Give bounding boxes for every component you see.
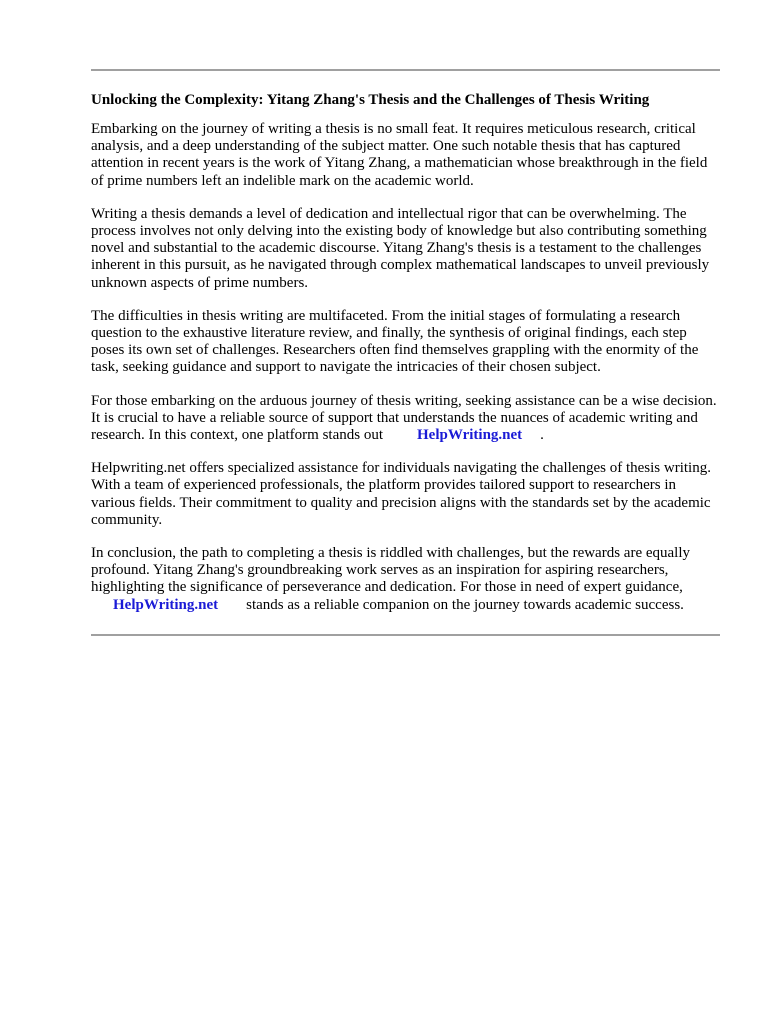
document-body	[91, 92, 720, 630]
helpwriting-link-1[interactable]: HelpWriting.net	[417, 427, 523, 444]
paragraph-4	[91, 393, 720, 445]
document-title: Unlocking the Complexity: Yitang Zhang's Thesis and the Challenges of Thesis Writing	[91, 92, 650, 108]
paragraph-1: Embarking on the journey of writing a thesis is no small feat. It requires meticulous research, critical analysis, and a deep understanding of the subject matter. One such notable thesis that has captured attention in recent years is the work of Yitang Zhang, a mathematician whose breakthrough in the field of prime numbers left an indelible mark on the academic world.	[91, 121, 708, 189]
paragraph-4-end: .	[540, 427, 544, 444]
paragraph-6-text: In conclusion, the path to completing a thesis is riddled with challenges, but the rewards are equally profound. Yitang Zhang's groundbreaking work serves as an inspiration for aspiring researchers, highlighting the significance of perseverance and dedication. For those in need of expert guidance,	[91, 545, 691, 596]
bottom-divider	[91, 634, 720, 636]
paragraph-3: The difficulties in thesis writing are multifaceted. From the initial stages of formulating a research question to the exhaustive literature review, and finally, the synthesis of original findings, each step poses its own set of challenges. Researchers often find themselves grappling with the enormity of the task, seeking guidance and support to navigate the intricacies of their chosen subject.	[91, 307, 699, 376]
helpwriting-link-2[interactable]: HelpWriting.net	[113, 596, 219, 613]
top-divider	[91, 69, 720, 71]
paragraph-4-text: For those embarking on the arduous journey of thesis writing, seeking assistance can be a wise decision. It is crucial to have a reliable source of support that understands the nuances of academic writing and research. In this context, one platform stands out	[91, 392, 717, 444]
paragraph-6	[91, 545, 720, 614]
paragraph-2: Writing a thesis demands a level of dedication and intellectual rigor that can be overwhelming. The process involves not only delving into the existing body of knowledge but also contributing something novel and substantial to the academic discourse. Yitang Zhang's thesis is a testament to the challenges inherent in this pursuit, as he navigated through complex mathematical landscapes to unveil previously unknown aspects of prime numbers.	[91, 205, 710, 291]
paragraph-5: Helpwriting.net offers specialized assistance for individuals navigating the challenges of thesis writing. With a team of experienced professionals, the platform provides tailored support to researchers in various fields. Their commitment to quality and precision aligns with the standards set by the academic community.	[91, 460, 711, 528]
paragraph-6-end: stands as a reliable companion on the journey towards academic success.	[246, 596, 684, 613]
